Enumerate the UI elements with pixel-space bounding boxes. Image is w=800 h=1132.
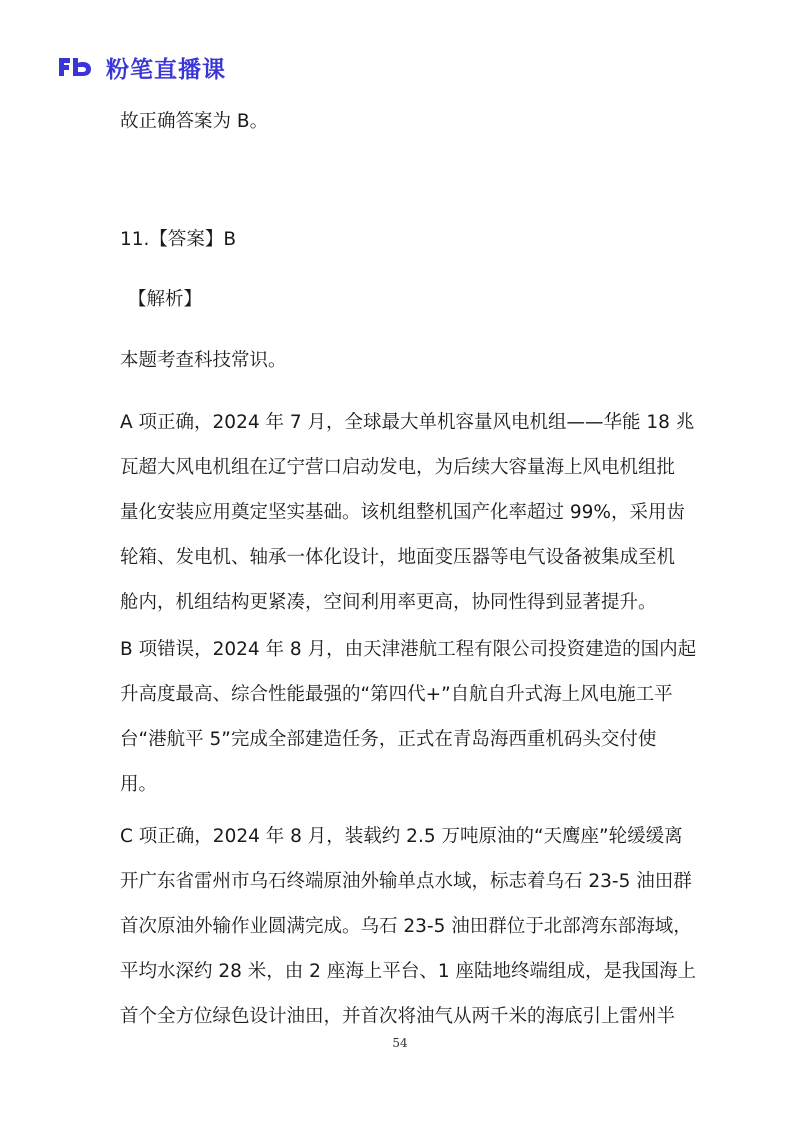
- option-c-paragraph: [120, 814, 695, 1039]
- brand-logo: [56, 52, 226, 82]
- option-c-line: 首个全方位绿色设计油田，并首次将油气从两千米的海底引上雷州半: [120, 1006, 676, 1027]
- option-b-line: B 项错误，2024 年 8 月，由天津港航工程有限公司投资建造的国内起: [120, 639, 697, 660]
- page-number: 54: [392, 1036, 408, 1050]
- brand-text: 粉笔直播课: [106, 56, 226, 83]
- option-c-line: 开广东省雷州市乌石终端原油外输单点水域，标志着乌石 23-5 油田群: [120, 871, 692, 892]
- analysis-intro: 本题考查科技常识。: [120, 350, 287, 371]
- previous-answer-conclusion: 故正确答案为 B。: [120, 111, 269, 132]
- fb-logo-icon: [56, 55, 96, 79]
- option-a-line: A 项正确，2024 年 7 月，全球最大单机容量风电机组——华能 18 兆: [120, 412, 695, 433]
- option-a-line: 舱内，机组结构更紧凑，空间利用率更高，协同性得到显著提升。: [120, 592, 657, 613]
- option-a-paragraph: [120, 400, 695, 625]
- option-b-paragraph: [120, 627, 695, 807]
- option-a-line: 瓦超大风电机组在辽宁营口启动发电，为后续大容量海上风电机组批: [120, 457, 676, 478]
- answer-line: 11.【答案】B: [120, 229, 237, 250]
- option-c-line: 平均水深约 28 米，由 2 座海上平台、1 座陆地终端组成，是我国海上: [120, 961, 696, 982]
- option-a-line: 量化安装应用奠定坚实基础。该机组整机国产化率超过 99%，采用齿: [120, 502, 686, 523]
- option-b-line: 台“港航平 5”完成全部建造任务，正式在青岛海西重机码头交付使: [120, 729, 657, 750]
- option-c-line: C 项正确，2024 年 8 月，装载约 2.5 万吨原油的“天鹰座”轮缓缓离: [120, 826, 683, 847]
- option-b-line: 升高度最高、综合性能最强的“第四代+”自航自升式海上风电施工平: [120, 684, 673, 705]
- option-a-line: 轮箱、发电机、轴承一体化设计，地面变压器等电气设备被集成至机: [120, 547, 676, 568]
- option-b-line: 用。: [120, 774, 158, 795]
- option-c-line: 首次原油外输作业圆满完成。乌石 23-5 油田群位于北部湾东部海域，: [120, 916, 692, 937]
- analysis-label: 【解析】: [128, 289, 203, 310]
